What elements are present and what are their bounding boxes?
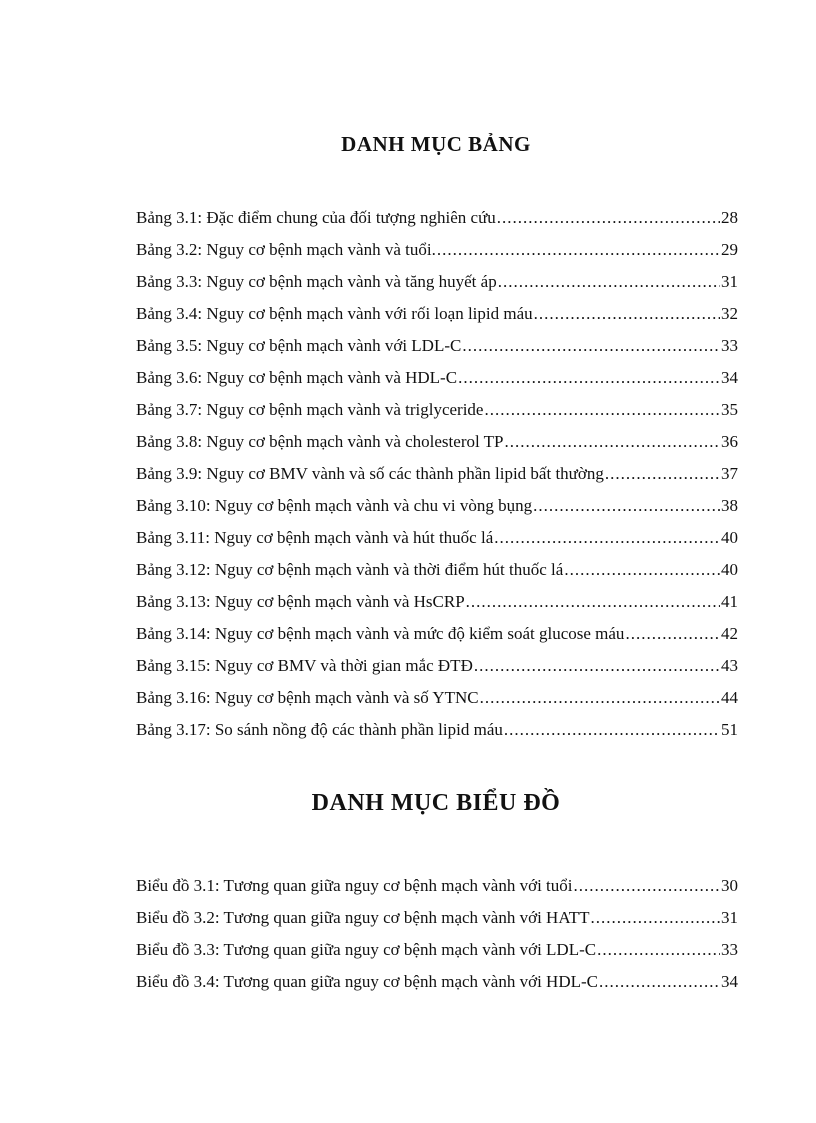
toc-entry[interactable] [136,334,738,366]
toc-entry-label: Bảng 3.2: Nguy cơ bệnh mạch vành và tuổi. [136,240,436,259]
dot-leader [534,302,720,326]
toc-entry-label: Bảng 3.7: Nguy cơ bệnh mạch vành và triglyceride [136,400,484,419]
toc-entry[interactable] [136,206,738,238]
toc-entry-page-number: 51 [721,720,738,739]
toc-entry-label: Bảng 3.15: Nguy cơ BMV và thời gian mắc ĐTĐ [136,656,473,675]
dot-leader [466,590,720,614]
toc-entry-label: Bảng 3.8: Nguy cơ bệnh mạch vành và cholesterol TP [136,432,504,451]
toc-entry-label: Biểu đồ 3.4: Tương quan giữa nguy cơ bệnh mạch vành với HDL-C [136,972,598,991]
dot-leader [599,970,720,994]
toc-entry-page-number: 30 [721,876,738,895]
dot-leader [458,366,720,390]
toc-entry[interactable] [136,654,738,686]
toc-entry-page-number: 40 [721,560,738,579]
toc-entry-label: Bảng 3.9: Nguy cơ BMV vành và số các thành phần lipid bất thường [136,464,604,483]
toc-entry-page-number: 31 [721,272,738,291]
toc-entry[interactable] [136,590,738,622]
toc-entry[interactable] [136,430,738,462]
toc-entry-label: Biểu đồ 3.3: Tương quan giữa nguy cơ bệnh mạch vành với LDL-C [136,940,597,959]
toc-entry-label: Bảng 3.3: Nguy cơ bệnh mạch vành và tăng huyết áp [136,272,497,291]
toc-entry[interactable] [136,270,738,302]
toc-entry-label: Bảng 3.12: Nguy cơ bệnh mạch vành và thời điểm hút thuốc lá [136,560,564,579]
toc-entry-label: Bảng 3.11: Nguy cơ bệnh mạch vành và hút thuốc lá [136,528,494,547]
toc-entry-label: Bảng 3.16: Nguy cơ bệnh mạch vành và số YTNC [136,688,479,707]
toc-entry[interactable] [136,302,738,334]
toc-entry-page-number: 35 [721,400,738,419]
toc-entry-label: Bảng 3.10: Nguy cơ bệnh mạch vành và chu vi vòng bụng [136,496,533,515]
dot-leader [494,526,720,550]
toc-entry[interactable] [136,938,738,970]
dot-leader [484,398,720,422]
toc-entry[interactable] [136,238,738,270]
dot-leader [625,622,720,646]
toc-entry[interactable] [136,686,738,718]
toc-entry[interactable] [136,526,738,558]
toc-entry-page-number: 33 [721,940,738,959]
toc-entry-label: Biểu đồ 3.1: Tương quan giữa nguy cơ bệnh mạch vành với tuổi [136,876,573,895]
toc-entry-page-number: 41 [721,592,738,611]
toc-entry-page-number: 34 [721,972,738,991]
toc-entry[interactable] [136,558,738,590]
toc-entry-page-number: 43 [721,656,738,675]
toc-entry-page-number: 33 [721,336,738,355]
dot-leader [480,686,720,710]
toc-entry[interactable] [136,622,738,654]
toc-entry[interactable] [136,718,738,750]
toc-entry-page-number: 36 [721,432,738,451]
toc-entry-page-number: 38 [721,496,738,515]
dot-leader [574,874,721,898]
toc-entry-page-number: 40 [721,528,738,547]
dot-leader [533,494,720,518]
toc-entry-label: Bảng 3.4: Nguy cơ bệnh mạch vành với rối loạn lipid máu [136,304,533,323]
toc-entry-page-number: 28 [721,208,738,227]
toc-entry[interactable] [136,398,738,430]
dot-leader [564,558,720,582]
toc-entry-page-number: 29 [721,240,738,259]
toc-entry-page-number: 42 [721,624,738,643]
tables-list-title: DANH MỤC BẢNG [341,132,531,156]
dot-leader [504,718,720,742]
dot-leader [590,906,720,930]
toc-entry-page-number: 32 [721,304,738,323]
toc-entry-page-number: 44 [721,688,738,707]
toc-entry-label: Bảng 3.5: Nguy cơ bệnh mạch vành với LDL-C [136,336,462,355]
toc-entry-page-number: 34 [721,368,738,387]
toc-entry[interactable] [136,874,738,906]
toc-entry[interactable] [136,366,738,398]
dot-leader [597,938,720,962]
dot-leader [605,462,720,486]
toc-entry-label: Bảng 3.6: Nguy cơ bệnh mạch vành và HDL-C [136,368,458,387]
toc-entry-label: Bảng 3.13: Nguy cơ bệnh mạch vành và HsCRP [136,592,465,611]
dot-leader [462,334,720,358]
tables-list [136,206,738,750]
charts-list-title: DANH MỤC BIỂU ĐỒ [311,790,561,816]
dot-leader [504,430,720,454]
toc-entry[interactable] [136,906,738,938]
dot-leader [498,270,720,294]
toc-entry-page-number: 31 [721,908,738,927]
dot-leader [474,654,720,678]
toc-entry-label: Bảng 3.14: Nguy cơ bệnh mạch vành và mức độ kiểm soát glucose máu [136,624,625,643]
toc-entry-page-number: 37 [721,464,738,483]
charts-list [136,874,738,1002]
dot-leader [497,206,720,230]
toc-entry-label: Biểu đồ 3.2: Tương quan giữa nguy cơ bệnh mạch vành với HATT [136,908,590,927]
toc-entry-label: Bảng 3.17: So sánh nồng độ các thành phần lipid máu [136,720,503,739]
toc-entry[interactable] [136,462,738,494]
toc-entry[interactable] [136,970,738,1002]
toc-entry[interactable] [136,494,738,526]
toc-entry-label: Bảng 3.1: Đặc điểm chung của đối tượng nghiên cứu [136,208,496,227]
dot-leader [437,238,720,262]
